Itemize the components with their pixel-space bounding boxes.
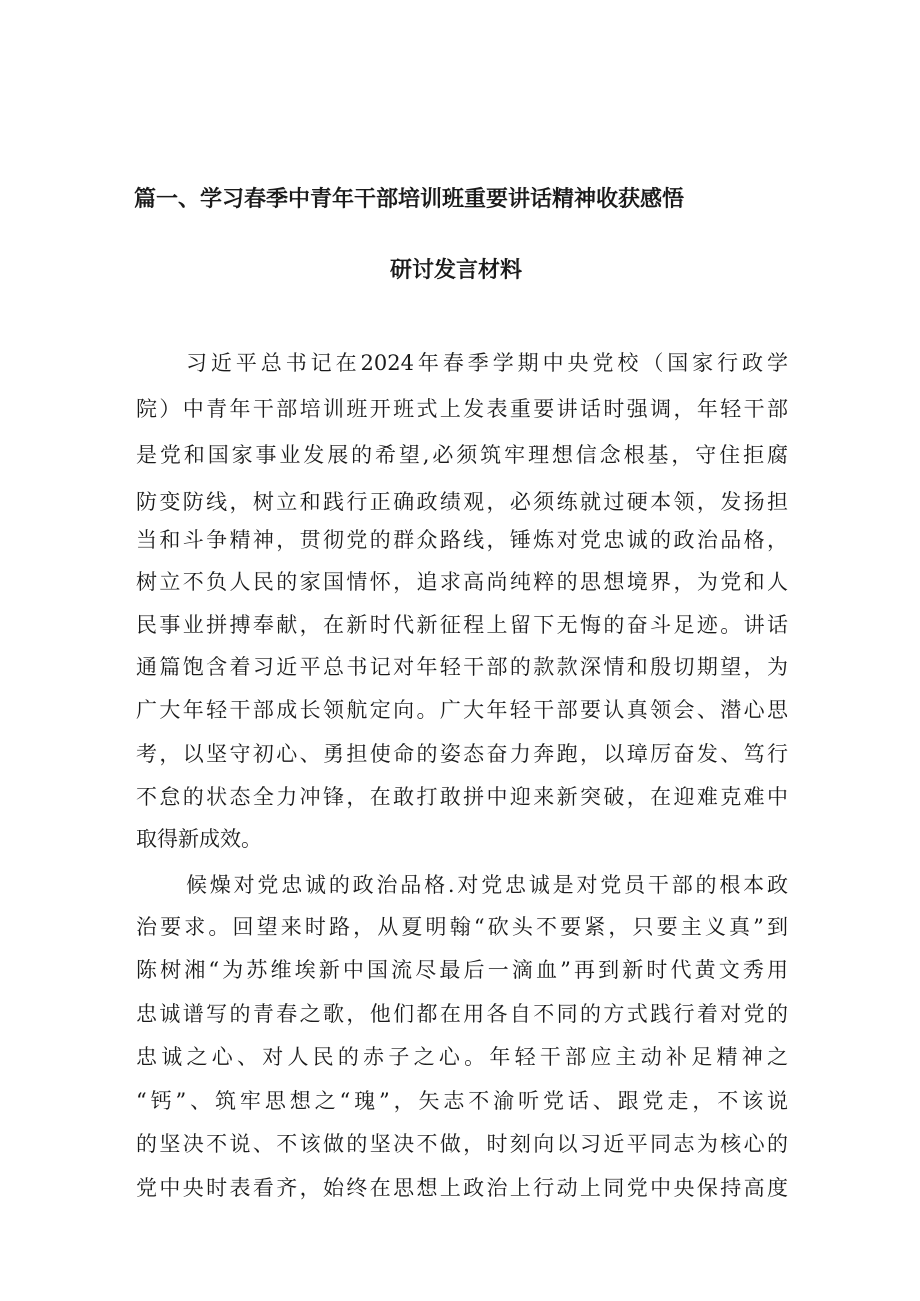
paragraph-line: 取得新成效。 bbox=[136, 827, 262, 851]
paragraph-line: 治要求。回望来时路，从夏明翰“砍头不要紧，只要主义真”到 bbox=[136, 915, 788, 939]
document-title-line-2: 研讨发言材料 bbox=[390, 258, 523, 283]
paragraph-line: “钙”、筑牢思想之“瑰”，矢志不渝听党话、跟党走，不该说 bbox=[136, 1089, 788, 1113]
document-title-line-1: 篇一、学习春季中青年干部培训班重要讲话精神收获感悟 bbox=[134, 187, 685, 212]
paragraph-line: 当和斗争精神，贯彻党的群众路线，锤炼对党忠诚的政治品格， bbox=[136, 528, 788, 552]
paragraph-line: 忠诚谱写的青春之歌，他们都在用各自不同的方式践行着对党的 bbox=[136, 1002, 788, 1026]
paragraph-line: 考，以坚守初心、勇担使命的姿态奋力奔跑，以璋厉奋发、笃行 bbox=[136, 742, 788, 766]
paragraph-line: 候燥对党忠诚的政治品格.对党忠诚是对党员干部的根本政 bbox=[186, 873, 788, 897]
paragraph-line: 通篇饱含着习近平总书记对年轻干部的款款深情和殷切期望，为 bbox=[136, 655, 788, 679]
paragraph-line: 院）中青年干部培训班开班式上发表重要讲话时强调，年轻干部 bbox=[136, 397, 788, 421]
paragraph-line: 树立不负人民的家国情怀，追求高尚纯粹的思想境界，为党和人 bbox=[136, 570, 788, 594]
paragraph-line: 党中央时表看齐，始终在思想上政治上行动上同党中央保持高度 bbox=[136, 1176, 788, 1200]
paragraph-line: 忠诚之心、对人民的赤子之心。年轻干部应主动补足精神之 bbox=[136, 1045, 788, 1069]
paragraph-line: 陈树湘“为苏维埃新中国流尽最后一滴血”再到新时代黄文秀用 bbox=[136, 958, 788, 982]
paragraph-line: 广大年轻干部成长领航定向。广大年轻干部要认真领会、潜心思 bbox=[136, 698, 788, 722]
paragraph-line: 的坚决不说、不该做的坚决不做，时刻向以习近平同志为核心的 bbox=[136, 1132, 788, 1156]
paragraph-line: 不怠的状态全力冲锋，在敢打敢拼中迎来新突破，在迎难克难中 bbox=[136, 785, 788, 809]
paragraph-line: 民事业拼搏奉献，在新时代新征程上留下无悔的奋斗足迹。讲话 bbox=[136, 613, 788, 637]
paragraph-line: 是党和国家事业发展的希望,必须筑牢理想信念根基，守住拒腐 bbox=[136, 443, 788, 467]
paragraph-line: 习近平总书记在2024年春季学期中央党校（国家行政学 bbox=[186, 351, 788, 375]
paragraph-line: 防变防线，树立和践行正确政绩观，必须练就过硬本领，发扬担 bbox=[136, 490, 788, 514]
